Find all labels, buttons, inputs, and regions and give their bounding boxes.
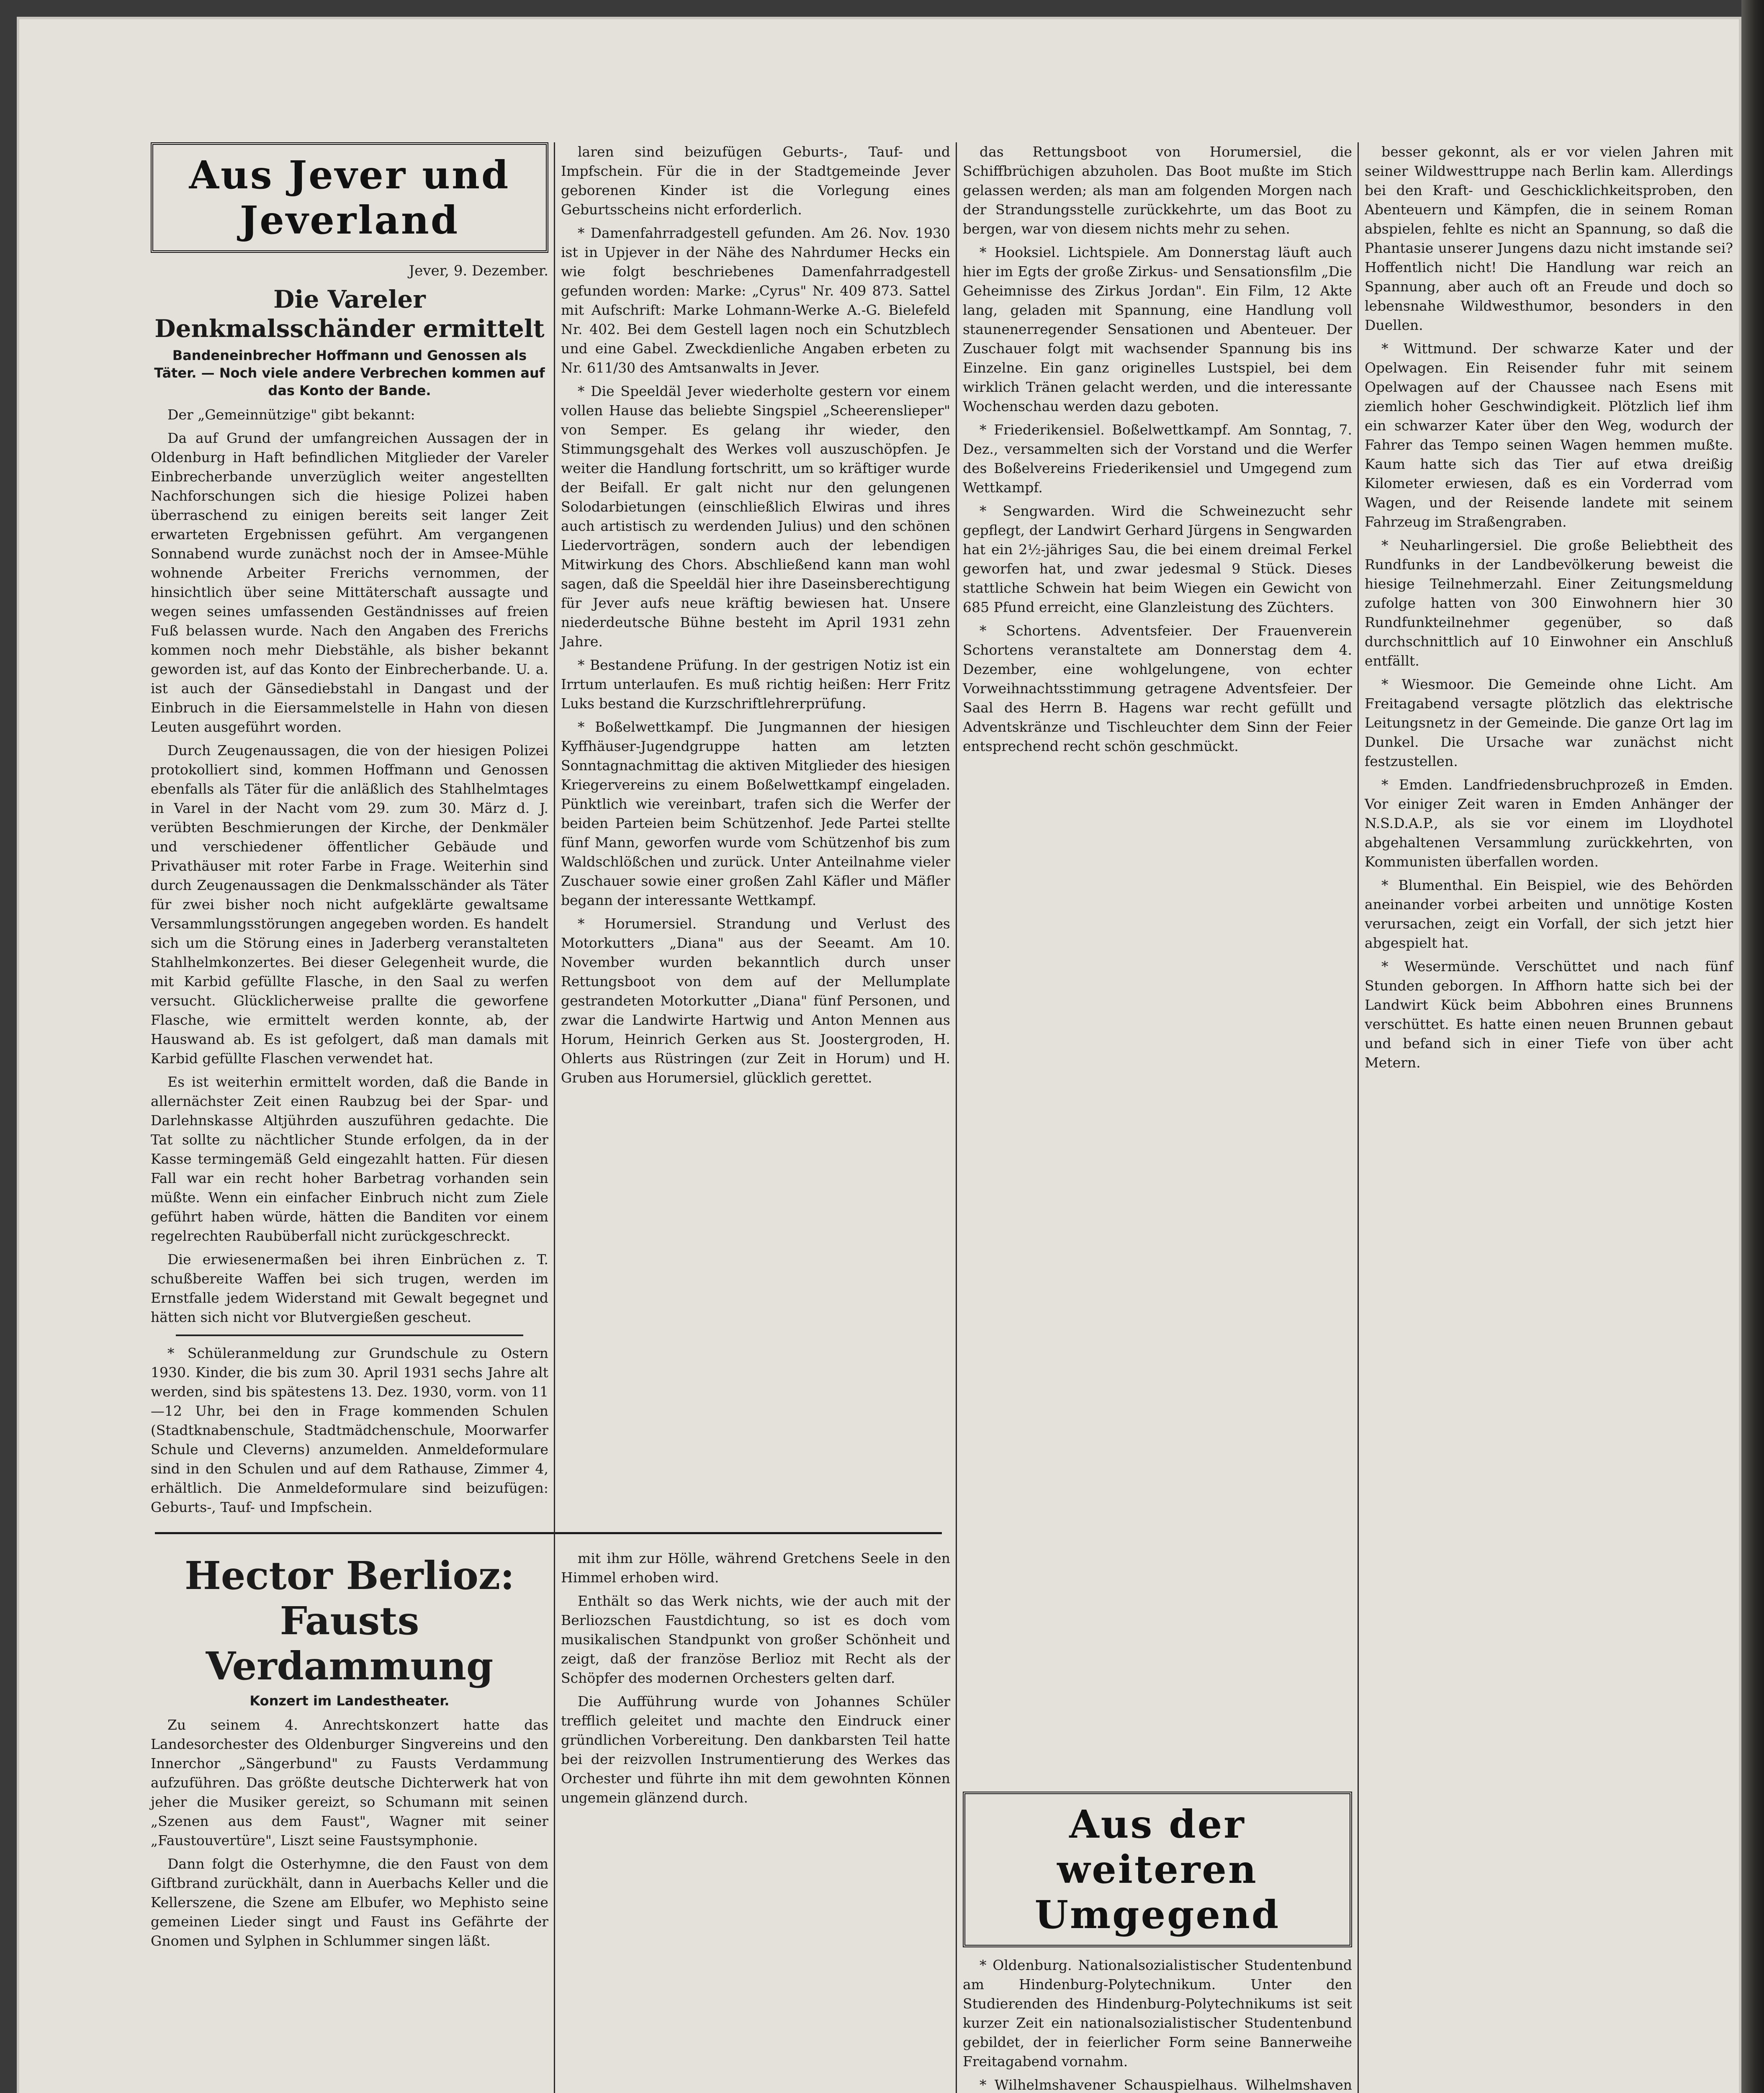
paragraph: Die Aufführung wurde von Johannes Schüler trefflich geleitet und machte den Eindruck einer gründlichen Vorbereitung. Den dankbarsten Teil hatte bei der reizvollen Instrumentierung des Werkes das Orchester und führte ihn mit dem gewohnten Können ungemein glänzend durch.: [561, 1693, 950, 1806]
paragraph: * Damenfahrradgestell gefunden. Am 26. Nov. 1930 ist in Upjever in der Nähe des Nahrdumer Hecks ein wie folgt beschriebenes Damenfahrradgestell gefunden worden: Marke: „Cyrus" Nr. 409 873. Sattel mit Aufschrift: Marke Lohmann-Werke A.-G. Bielefeld Nr. 402. Bei dem Gestell lagen noch ein Schutzblech und eine Gabel. Zweckdienliche Angaben erbeten zu Nr. 611/30 des Amtsanwalts in Jever.: [561, 225, 950, 376]
paragraph: * Wiesmoor. Die Gemeinde ohne Licht. Am Freitagabend versagte plötzlich das elektrische Leitungsnetz in der Gemeinde. Die ganze Ort lag im Dunkel. Die Ursache war zunächst nicht festzustellen.: [1365, 676, 1733, 769]
column-umgegend: [963, 1792, 1352, 2093]
page-edge: [1741, 0, 1764, 2093]
article-berlioz-left: [151, 1549, 548, 1955]
headline-vareler: Die Vareler Denkmalsschänder ermittelt: [154, 285, 545, 343]
berlioz-top-rule: [155, 1532, 942, 1534]
paragraph: * Hooksiel. Lichtspiele. Am Donnerstag läuft auch hier im Egts der große Zirkus- und Sensationsfilm „Die Geheimnisse des Zirkus Jordan". Ein Film, 12 Akte lang, geladen mit Spannung, eine Handlung voll staunenerregender Sensationen und Abenteuer. Der Zuschauer folgt mit wachsender Spannung bis ins Einzelne. Ein ganz originelles Lustspiel, bei dem wirklich Tränen gelacht werden, und die interessante Wochenschau werden dazu geboten.: [963, 244, 1352, 414]
paragraph: mit ihm zur Hölle, während Gretchens Seele in den Himmel erhoben wird.: [561, 1550, 950, 1586]
subhead-berlioz: Konzert im Landestheater.: [249, 1693, 450, 1709]
paragraph: Dann folgt die Osterhymne, die den Faust von dem Giftbrand zurückhält, dann in Auerbachs Keller und die Kellerszene, die Szene am Elbufer, wo Mephisto seine gemeinen Lieder singt und Faust ins Gefährte der Gnomen und Sylphen in Schlummer singen läßt.: [151, 1856, 548, 1949]
newspaper-page: [17, 17, 1741, 2093]
paragraph: das Rettungsboot von Horumersiel, die Schiffbrüchigen abzuholen. Das Boot mußte im Stich gelassen werden; als man am folgenden Morgen nach der Strandungsstelle zurückkehrte, um das Boot zu bergen, war von diesem nichts mehr zu sehen.: [963, 144, 1352, 237]
paragraph: Es ist weiterhin ermittelt worden, daß die Bande in allernächster Zeit einen Raubzug bei der Spar- und Darlehnskasse Altjührden auszuführen gedachte. Die Tat sollte zu nächtlicher Stunde erfolgen, da in der Kasse termingemäß Geld eingezahlt hatten. Für diesen Fall war ein recht hoher Barbetrag vorhanden sein müßte. Wenn ein einfacher Einbruch nicht zum Ziele geführt haben würde, hätten die Banditen vor einem regelrechten Raubüberfall nicht zurückgeschreckt.: [151, 1074, 548, 1244]
paragraph: * Schortens. Adventsfeier. Der Frauenverein Schortens veranstaltete am Donnerstag dem 4. Dezember, eine wohlgelungene, von echter Vorweihnachtsstimmung getragene Adventsfeier. Der Saal des Herrn B. Hagens war recht gefüllt und Adventskränze und Tischleuchter dem Sinn der Feier entsprechend recht schön geschmückt.: [963, 622, 1352, 754]
headline-berlioz: Hector Berlioz: Fausts Verdammung: [184, 1553, 515, 1689]
paragraph: * Wesermünde. Verschüttet und nach fünf Stunden geborgen. In Affhorn hatte sich bei der Landwirt Kück beim Abbohren eines Brunnens verschüttet. Es hatte einen neuen Brunnen gebaut und befand sich in einer Tiefe von über acht Metern.: [1365, 958, 1733, 1071]
column-jever: [151, 142, 548, 1521]
dateline: Jever, 9. Dezember.: [409, 262, 548, 279]
masthead-umgegend: Aus der weiteren Umgegend: [963, 1792, 1352, 1947]
article-berlioz-right: [561, 1549, 950, 1812]
section-rule: [176, 1334, 523, 1336]
paragraph: * Wittmund. Der schwarze Kater und der Opelwagen. Ein Reisender fuhr mit seinem Opelwagen auf der Chaussee nach Esens mit ziemlich hoher Geschwindigkeit. Plötzlich lief ihm ein schwarzer Kater über den Weg, wodurch der Fahrer das Tempo seinen Wagen hemmen mußte. Kaum hatte sich das Tier auf etwa dreißig Kilometer erwiesen, daß es ein Vorderrad vom Wagen, und der Reisende landete mit seinem Fahrzeug im Straßengraben.: [1365, 340, 1733, 530]
notice-school: * Schüleranmeldung zur Grundschule zu Ostern 1930. Kinder, die bis zum 30. April 1931 sechs Jahre alt werden, sind bis spätestens 13. Dez. 1930, vorm. von 11—12 Uhr, bei den in Frage kommenden Schulen (Stadtknabenschule, Stadtmädchenschule, Moorwarfer Schule und Cleverns) anzumelden. Anmeldeformulare sind in den Schulen und auf dem Rathause, Zimmer 4, erhältlich. Die Anmeldeformulare sind beizufügen: Geburts-, Tauf- und Impfschein.: [151, 1345, 548, 1515]
paragraph: * Boßelwettkampf. Die Jungmannen der hiesigen Kyffhäuser-Jugendgruppe hatten am letzten Sonntagnachmittag die aktiven Mitglieder des hiesigen Kriegervereins zu einem Boßelwettkampf eingeladen. Pünktlich wie vereinbart, trafen sich die Werfer der beiden Parteien beim Schützenhof. Jede Partei stellte fünf Mann, geworfen wurde vom Schützenhof bis zum Waldschlößchen und zurück. Unter Anteilnahme vieler Zuschauer sowie einer großen Zahl Käfler und Mäfler begann der interessante Wettkampf.: [561, 719, 950, 908]
column-divider: [956, 142, 957, 2093]
paragraph: Da auf Grund der umfangreichen Aussagen der in Oldenburg in Haft befindlichen Mitglieder der Vareler Einbrecherbande unverzüglich weiter angestellten Nachforschungen sich die hiesige Polizei haben überraschend zu einigen bereits seit langer Zeit erwarteten Ergebnissen geführt. Am vergangenen Sonnabend wurde zunächst noch der in Amsee-Mühle wohnende Arbeiter Frerichs vernommen, der hinsichtlich über seine Mittäterschaft aussagte und wegen seines umfassenden Geständnisses auf freien Fuß belassen wurde. Nach den Angaben des Frerichs kommen noch mehr Diebstähle, als bisher bekannt geworden ist, auf das Konto der Einbrecherbande. U. a. ist auch der Gänsediebstahl in Dangast und der Einbruch in die Eiersammelstelle in Hahn von diesen Leuten ausgeführt worden.: [151, 430, 548, 735]
paragraph: laren sind beizufügen Geburts-, Tauf- und Impfschein. Für die in der Stadtgemeinde Jever geborenen Kinder ist die Vorlegung eines Geburtsscheins nicht erforderlich.: [561, 144, 950, 218]
column-divider: [1358, 142, 1359, 2093]
paragraph: * Horumersiel. Strandung und Verlust des Motorkutters „Diana" aus der Seeamt. Am 10. November wurden bekanntlich durch unser Rettungsboot von dem auf der Mellumplate gestrandeten Motorkutter „Diana" fünf Personen, und zwar die Landwirte Hartwig und Anton Mennen aus Horum, Heinrich Gerken aus St. Joostergroden, H. Ohlerts aus Rüstringen (zur Zeit in Horum) und H. Gruben aus Horumersiel, glücklich gerettet.: [561, 915, 950, 1086]
paragraph: * Bestandene Prüfung. In der gestrigen Notiz ist ein Irrtum unterlaufen. Es muß richtig heißen: Herr Fritz Luks bestand die Kurzschriftlehrerprüfung.: [561, 657, 950, 712]
paragraph: * Wilhelmshavener Schauspielhaus. Wilhelmshaven: [980, 2077, 1352, 2093]
column-divider: [554, 142, 555, 2093]
paragraph: Zu seinem 4. Anrechtskonzert hatte das Landesorchester des Oldenburger Singvereins und den Innerchor „Sängerbund" zu Fausts Verdammung aufzuführen. Das größte deutsche Dichterwerk hat von jeher die Musiker gereizt, so Schumann mit seinen „Szenen aus dem Faust", Wagner mit seiner „Faustouvertüre", Liszt seine Faustsymphonie.: [151, 1717, 548, 1849]
paragraph: Der „Gemeinnützige" gibt bekannt:: [167, 406, 415, 423]
column-2: [561, 142, 950, 1092]
paragraph: * Emden. Landfriedensbruchprozeß in Emden. Vor einiger Zeit waren in Emden Anhänger der N.S.D.A.P., als sie vor einem im Lloydhotel abgehaltenen Versammlung zurückkehrten, von Kommunisten überfallen worden.: [1365, 777, 1733, 870]
masthead-jever: Aus Jever und Jeverland: [151, 142, 548, 253]
column-4: [1365, 142, 1733, 1077]
paragraph: * Blumenthal. Ein Beispiel, wie des Behörden aneinander vorbei arbeiten und unnötige Kosten verursachen, zeigt ein Vorfall, der sich jetzt hier abgespielt hat.: [1365, 877, 1733, 951]
paragraph: Die erwiesenermaßen bei ihren Einbrüchen z. T. schußbereite Waffen bei sich trugen, werden im Ernstfalle jedem Widerstand mit Gewalt begegnet und hätten sich nicht vor Blutvergießen gescheut.: [151, 1251, 548, 1325]
paragraph: * Friederikensiel. Boßelwettkampf. Am Sonntag, 7. Dez., versammelten sich der Vorstand und die Werfer des Boßelvereins Friederikensiel und Umgegend zum Wettkampf.: [963, 422, 1352, 496]
paragraph: Enthält so das Werk nichts, wie der auch mit der Berliozschen Faustdichtung, so ist es doch vom musikalischen Standpunkt von großer Schönheit und zeigt, daß der französe Berlioz mit Recht als der Schöpfer des modernen Orchesters gelten darf.: [561, 1593, 950, 1686]
paragraph: besser gekonnt, als er vor vielen Jahren mit seiner Wildwesttruppe nach Berlin kam. Allerdings bei den Kraft- und Geschicklichkeitsproben, den Abenteuern und Kämpfen, die in seinem Roman abspielen, fehlte es nicht an Spannung, so daß die Phantasie unserer Jungens dazu nicht imstande sei? Hoffentlich nicht! Die Handlung war reich an Spannung, aber auch oft an Freude und doch so lebensnahe Wildwesthumor, besonders in den Duellen.: [1365, 144, 1733, 333]
paragraph: * Oldenburg. Nationalsozialistischer Studentenbund am Hindenburg-Polytechnikum. Unter den Studierenden des Hindenburg-Polytechnikums ist seit kurzer Zeit ein nationalsozialistischer Studentenbund gebildet, der in feierlicher Form seine Bannerweihe Freitagabend vornahm.: [963, 1957, 1352, 2070]
paragraph: * Die Speeldäl Jever wiederholte gestern vor einem vollen Hause das beliebte Singspiel „Scheerenslieper" von Semper. Es gelang ihr wieder, den Stimmungsgehalt des Werkes voll auszuschöpfen. Je weiter die Handlung fortschritt, um so kräftiger wurde der Beifall. Er galt nicht nur den gelungenen Solodarbietungen (einschließlich Elwiras und ihres auch artistisch zu werdenden Julius) und den schönen Liedervorträgen, sondern auch der lebendigen Mitwirkung des Chors. Abschließend kann man wohl sagen, daß die Speeldäl hier ihre Daseinsberechtigung für Jever aufs neue kräftig bewiesen hat. Unsere niederdeutsche Bühne besteht im April 1931 zehn Jahre.: [561, 383, 950, 650]
paragraph: * Neuharlingersiel. Die große Beliebtheit des Rundfunks in der Landbevölkerung beweist die hiesige Teilnehmerzahl. Einer Zeitungsmeldung zufolge hatten von 300 Einwohnern hier 30 Rundfunkteilnehmer gegenüber, so daß durchschnittlich auf 10 Einwohner ein Anschluß entfällt.: [1365, 537, 1733, 669]
column-3: [963, 142, 1352, 760]
subhead-vareler: Bandeneinbrecher Hoffmann und Genossen als Täter. — Noch viele andere Verbrechen kommen auf das Konto der Bande.: [154, 347, 545, 399]
paragraph: Durch Zeugenaussagen, die von der hiesigen Polizei protokolliert sind, kommen Hoffmann und Genossen ebenfalls als Täter für die anläßlich des Stahlhelmtages in Varel in der Nacht vom 29. zum 30. März d. J. verübten Beschmierungen der Kirche, der Denkmäler und verschiedener öffentlicher Gebäude und Privathäuser mit roter Farbe in Frage. Weiterhin sind durch Zeugenaussagen die Denkmalsschänder als Täter für zwei bisher noch nicht aufgeklärte gewaltsame Versammlungsstörungen angegeben worden. Es handelt sich um die Störung eines in Jaderberg veranstalteten Stahlhelmkonzertes. Bei dieser Gelegenheit wurde, die mit Karbid gefüllte Flasche, in den Saal zu werfen versucht. Glücklicherweise prallte die geworfene Flasche, wie ermittelt werden konnte, ab, der Hauswand ab. Es ist gefolgert, daß man damals mit Karbid gefüllte Flaschen verwendet hat.: [151, 742, 548, 1067]
paragraph: * Sengwarden. Wird die Schweinezucht sehr gepflegt, der Landwirt Gerhard Jürgens in Sengwarden hat ein 2½-jähriges Sau, die bei einem dreimal Ferkel geworfen hat, und zwar jedesmal 9 Stück. Dieses stattliche Schwein hat beim Wiegen ein Gewicht von 685 Pfund erreicht, eine Glanzleistung des Züchters.: [963, 503, 1352, 615]
